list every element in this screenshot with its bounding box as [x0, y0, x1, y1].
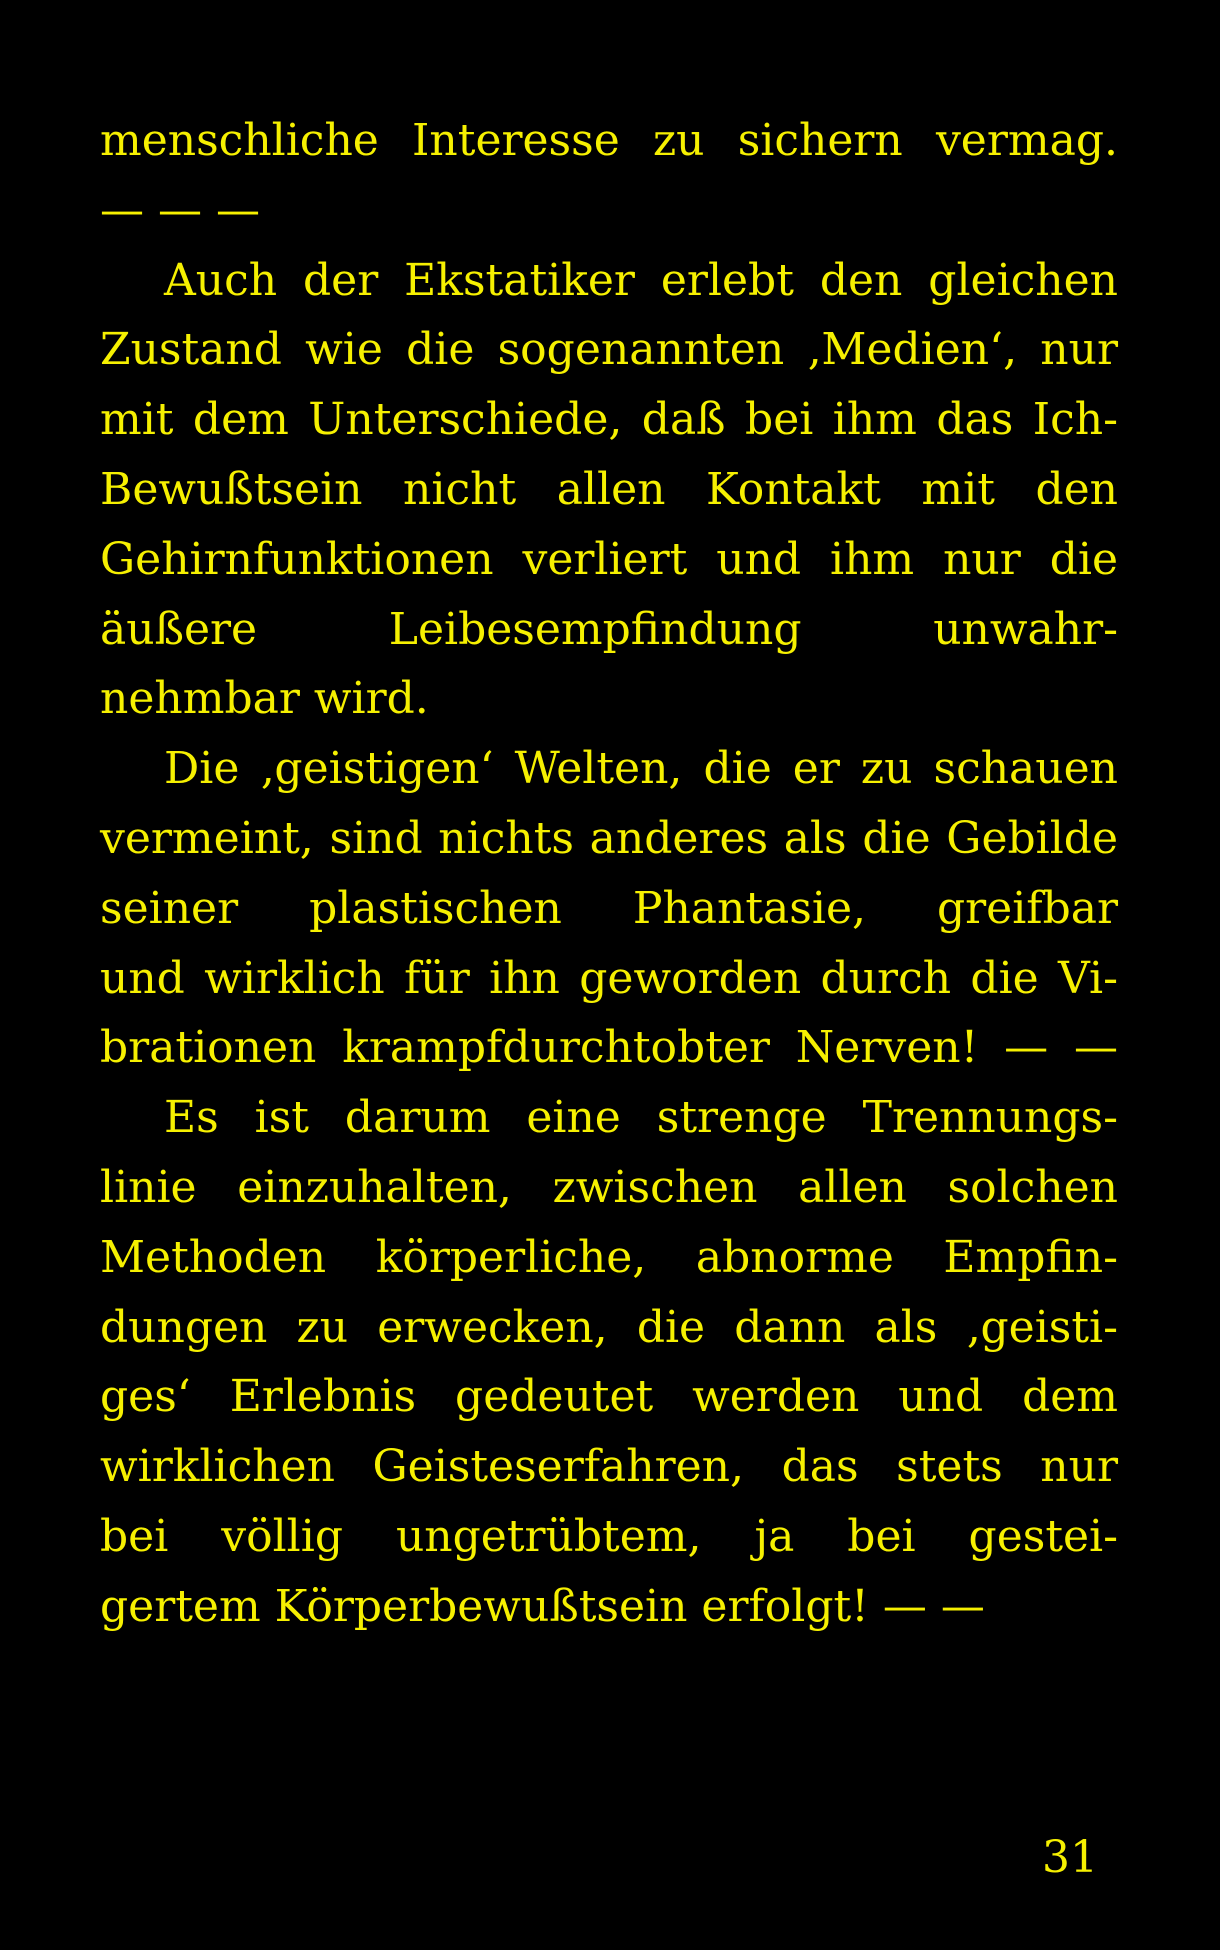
text-line: nehmbar wird. [100, 673, 429, 725]
page-number: 31 [1042, 1832, 1098, 1883]
text-line: mit dem Unterschiede, daß bei ihm das Ich- [100, 394, 1118, 446]
paragraph-start: Die ‚geistigen‘ Welten, die er zu schauen [164, 743, 1118, 795]
text-line: Methoden körperliche, abnorme Empfin- [100, 1231, 1118, 1283]
text-line: Gehirnfunktionen verliert und ihm nur die [100, 533, 1118, 585]
paragraph-start: Es ist darum eine strenge Trennungs- [164, 1092, 1118, 1144]
text-line: Bewußtsein nicht allen Kontakt mit den [100, 463, 1118, 515]
text-line: vermeint, sind nichts anderes als die Gebilde [100, 812, 1118, 864]
text-line: gertem Körperbewußtsein erfolgt! — — [100, 1580, 985, 1632]
paragraph-start: Auch der Ekstatiker erlebt den gleichen [164, 254, 1118, 306]
text-line: brationen krampfdurchtobter Nerven! — — [100, 1022, 1118, 1074]
text-line: linie einzuhalten, zwischen allen solchen [100, 1161, 1118, 1213]
text-line: bei völlig ungetrübtem, ja bei gestei- [100, 1510, 1118, 1562]
text-line: menschliche Interesse zu sichern vermag. [100, 115, 1118, 166]
body-text [100, 106, 1118, 1642]
text-line: seiner plastischen Phantasie, greifbar [100, 882, 1118, 934]
text-line: ges‘ Erlebnis gedeutet werden und dem [100, 1371, 1118, 1423]
section-separator: — — — [100, 184, 260, 236]
text-line: äußere Leibesempfindung unwahr- [100, 603, 1118, 655]
text-line: dungen zu erwecken, die dann als ‚geisti- [100, 1301, 1118, 1353]
text-line: Zustand wie die sogenannten ‚Medien‘, nur [100, 324, 1118, 376]
text-line: und wirklich für ihn geworden durch die Vi- [100, 952, 1118, 1004]
text-line: wirklichen Geisteserfahren, das stets nur [100, 1441, 1118, 1493]
